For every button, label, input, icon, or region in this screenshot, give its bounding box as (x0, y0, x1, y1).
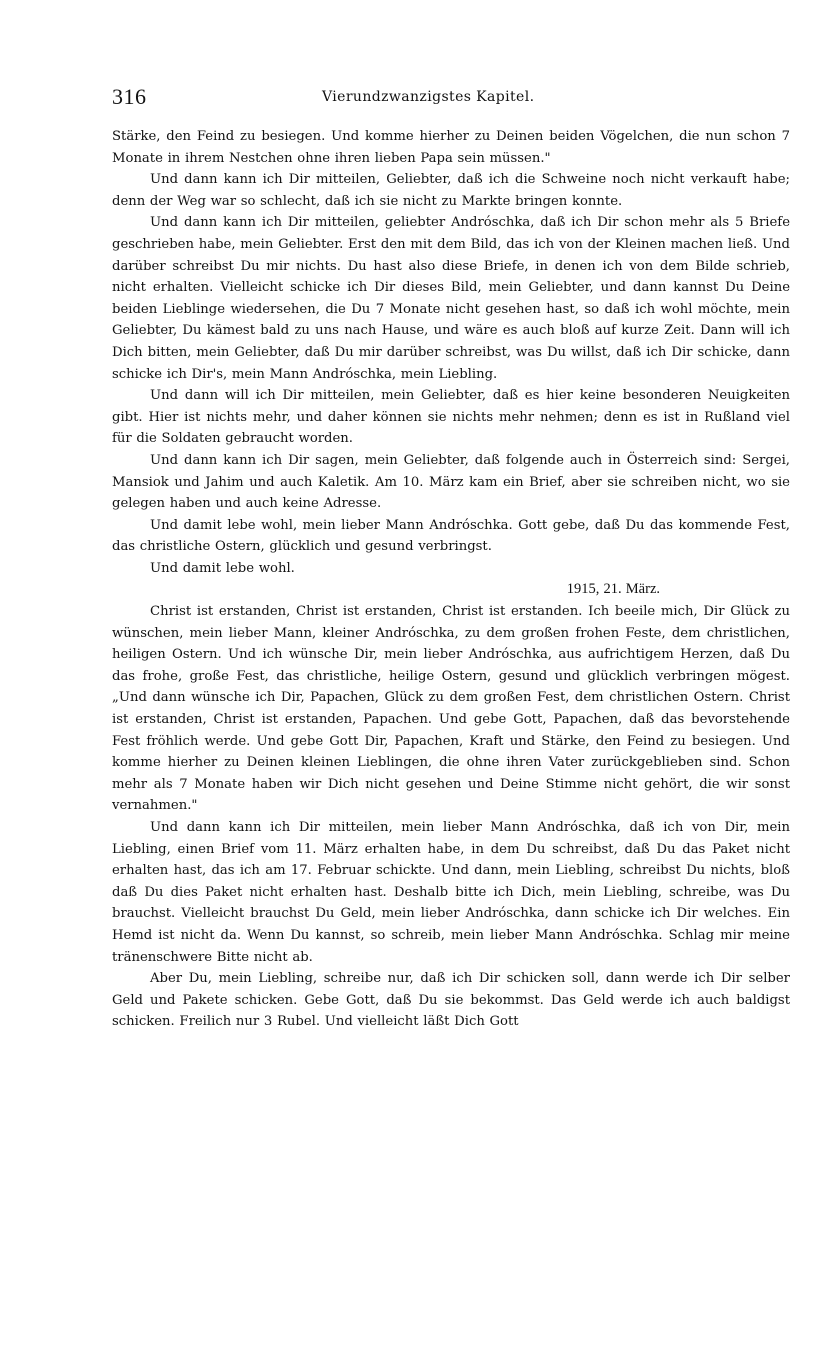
paragraph: Und dann kann ich Dir mitteilen, geliebter Andróschka, daß ich Dir schon mehr als 5 Briefe geschrieben habe, mein Geliebter. Erst den mit dem Bild, das ich von der Kleinen machen ließ. Und darüber schreibst Du mir nichts. Du hast also diese Briefe, in denen ich von dem Bilde schrieb, nicht erhalten. Vielleicht schicke ich Dir dieses Bild, mein Geliebter, und dann kannst Du Deine beiden Lieblinge wiedersehen, die Du 7 Monate nicht gesehen hast, so daß ich wohl möchte, mein Geliebter, Du kämest bald zu uns nach Hause, und wäre es auch bloß auf kurze Zeit. Dann will ich Dich bitten, mein Geliebter, daß Du mir darüber schreibst, was Du willst, daß ich Dir schicke, dann schicke ich Dir's, mein Mann Andróschka, mein Liebling. (112, 215, 790, 382)
paragraph: Und dann kann ich Dir sagen, mein Geliebter, daß folgende auch in Österreich sind: Sergei, Mansiok und Jahim und auch Kaletik. Am 10. März kam ein Brief, aber sie schreiben nicht, wo sie gelegen haben und auch keine Adresse. (112, 452, 790, 512)
paragraph: Christ ist erstanden, Christ ist erstanden, Christ ist erstanden. Ich beeile mich, Dir Glück zu wünschen, mein lieber Mann, kleiner Andróschka, zu dem großen frohen Feste, dem christlichen, heiligen Ostern. Und ich wünsche Dir, mein lieber Andróschka, aus aufrichtigem Herzen, daß Du das frohe, große Fest, das christliche, heilige Ostern, gesund und glücklich verbringen mögest. „Und dann wünsche ich Dir, Papachen, Glück zu dem großen Fest, dem christlichen Ostern. Christ ist erstanden, Christ ist erstanden, Papachen. Und gebe Gott, Papachen, daß das bevorstehende Fest fröhlich werde. Und gebe Gott Dir, Papachen, Kraft und Stärke, den Feind zu besiegen. Und komme hierher zu Deinen kleinen Lieblingen, die ohne ihren Vater zurückgeblieben sind. Schon mehr als 7 Monate haben wir Dich nicht gesehen und Deine Stimme nicht gehört, die wir sonst vernahmen." (112, 604, 790, 814)
paragraph: Und damit lebe wohl. (150, 560, 295, 576)
paragraph: Und dann kann ich Dir mitteilen, Geliebter, daß ich die Schweine noch nicht verkauft habe; denn der Weg war so schlecht, daß ich sie nicht zu Markte bringen konnte. (112, 172, 790, 209)
page-number: 316 (112, 84, 147, 109)
letter-dateline: 1915, 21. März. (566, 581, 660, 598)
paragraph: Und dann kann ich Dir mitteilen, mein lieber Mann Andróschka, daß ich von Dir, mein Liebling, einen Brief vom 11. März erhalten habe, in dem Du schreibst, daß Du das Paket nicht erhalten hast, das ich am 17. Februar schickte. Und dann, mein Liebling, schreibst Du nichts, bloß daß Du dies Paket nicht erhalten hast. Deshalb bitte ich Dich, mein Liebling, schreibe, was Du brauchst. Vielleicht brauchst Du Geld, mein lieber Andróschka, dann schicke ich Dir welches. Ein Hemd ist nicht da. Wenn Du kannst, so schreib, mein lieber Mann Andróschka. Schlag mir meine tränenschwere Bitte nicht ab. (112, 820, 790, 965)
paragraph: Stärke, den Feind zu besiegen. Und komme hierher zu Deinen beiden Vögelchen, die nun schon 7 Monate in ihrem Nestchen ohne ihren lieben Papa sein müssen." (112, 129, 790, 166)
paragraph: Und dann will ich Dir mitteilen, mein Geliebter, daß es hier keine besonderen Neuigkeiten gibt. Hier ist nichts mehr, und daher können sie nichts mehr nehmen; denn es ist in Rußland viel für die Soldaten gebraucht worden. (112, 388, 790, 447)
running-head: Vierundzwanzigstes Kapitel. (322, 89, 535, 105)
paragraph: Aber Du, mein Liebling, schreibe nur, daß ich Dir schicken soll, dann werde ich Dir selber Geld und Pakete schicken. Gebe Gott, daß Du sie bekommst. Das Geld werde ich auch baldigst schicken. Freilich nur 3 Rubel. Und vielleicht läßt Dich Gott (112, 971, 790, 1030)
body-text (112, 126, 790, 1033)
page-header (112, 82, 790, 112)
paragraph: Und damit lebe wohl, mein lieber Mann Andróschka. Gott gebe, daß Du das kommende Fest, das christliche Ostern, glücklich und gesund verbringst. (112, 517, 790, 555)
